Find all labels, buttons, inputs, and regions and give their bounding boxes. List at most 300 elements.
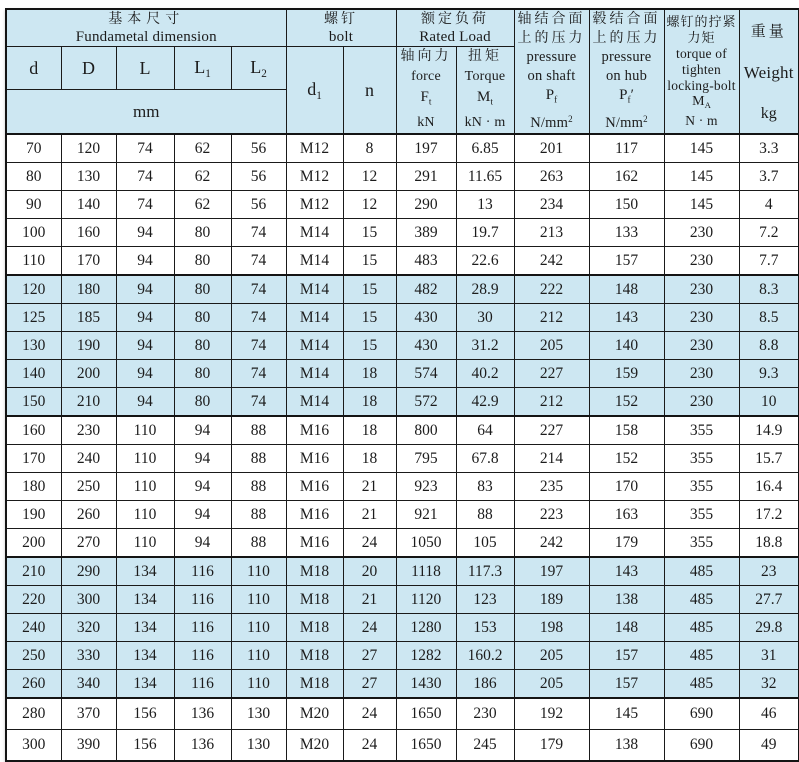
cell-Mt: 230 [456, 698, 514, 730]
cell-weight: 14.9 [739, 416, 799, 445]
pressure-shaft-en1: pressure [526, 49, 577, 65]
cell-L2: 74 [231, 388, 286, 417]
cell-MA: 230 [664, 275, 739, 304]
cell-MA: 485 [664, 642, 739, 670]
cell-L1: 80 [174, 332, 231, 360]
cell-Ft: 1280 [396, 614, 456, 642]
cell-D: 180 [61, 275, 116, 304]
rated-load-en: Rated Load [419, 28, 491, 45]
weight-unit: kg [760, 104, 777, 122]
col-L1: $L_1$ [174, 47, 231, 90]
cell-L: 94 [116, 219, 174, 247]
cell-L1: 80 [174, 219, 231, 247]
cell-d: 200 [6, 529, 61, 558]
cell-Pf-shaft: 227 [514, 360, 589, 388]
cell-Pf-hub: 157 [589, 247, 664, 276]
tighten-torque-symbol: $M_A$ [692, 94, 711, 111]
cell-L2: 110 [231, 642, 286, 670]
cell-L2: 88 [231, 529, 286, 558]
cell-Pf-hub: 133 [589, 219, 664, 247]
header-bolt-group [286, 9, 396, 47]
cell-d: 260 [6, 670, 61, 699]
cell-D: 260 [61, 501, 116, 529]
col-axial-force [396, 47, 456, 135]
cell-MA: 230 [664, 219, 739, 247]
col-D: D [61, 47, 116, 90]
cell-Ft: 430 [396, 332, 456, 360]
cell-L: 94 [116, 388, 174, 417]
cell-D: 190 [61, 332, 116, 360]
table-row [6, 473, 799, 501]
axial-force-zh: 轴向力 [400, 49, 452, 65]
header-pressure-on-shaft [514, 9, 589, 134]
cell-L1: 80 [174, 247, 231, 276]
table-row [6, 730, 799, 762]
cell-L2: 88 [231, 445, 286, 473]
cell-n: 12 [343, 191, 396, 219]
cell-d1: M14 [286, 304, 343, 332]
cell-L1: 62 [174, 134, 231, 163]
header-pressure-on-hub [589, 9, 664, 134]
cell-D: 210 [61, 388, 116, 417]
cell-Ft: 389 [396, 219, 456, 247]
cell-D: 130 [61, 163, 116, 191]
cell-n: 8 [343, 134, 396, 163]
cell-Pf-hub: 143 [589, 557, 664, 586]
cell-d: 180 [6, 473, 61, 501]
cell-Ft: 290 [396, 191, 456, 219]
cell-n: 24 [343, 730, 396, 762]
cell-Pf-hub: 179 [589, 529, 664, 558]
cell-L1: 136 [174, 698, 231, 730]
cell-Pf-hub: 163 [589, 501, 664, 529]
table-row [6, 388, 799, 417]
cell-D: 390 [61, 730, 116, 762]
bolt-group-zh: 螺钉 [324, 11, 358, 27]
cell-L1: 116 [174, 557, 231, 586]
cell-weight: 8.8 [739, 332, 799, 360]
cell-L1: 136 [174, 730, 231, 762]
cell-MA: 485 [664, 670, 739, 699]
cell-d1: M12 [286, 191, 343, 219]
cell-d1: M18 [286, 614, 343, 642]
cell-d1: M14 [286, 388, 343, 417]
cell-Ft: 291 [396, 163, 456, 191]
cell-weight: 32 [739, 670, 799, 699]
cell-L2: 110 [231, 557, 286, 586]
cell-Pf-hub: 152 [589, 388, 664, 417]
cell-L: 134 [116, 642, 174, 670]
cell-L: 94 [116, 332, 174, 360]
cell-Pf-hub: 138 [589, 730, 664, 762]
cell-D: 250 [61, 473, 116, 501]
cell-d: 170 [6, 445, 61, 473]
cell-L: 156 [116, 730, 174, 762]
pressure-shaft-zh2: 上的压力 [517, 31, 586, 46]
header-group-row [6, 9, 799, 47]
table-row [6, 586, 799, 614]
table-row [6, 557, 799, 586]
cell-n: 12 [343, 163, 396, 191]
cell-Pf-hub: 143 [589, 304, 664, 332]
cell-L: 134 [116, 670, 174, 699]
cell-MA: 355 [664, 416, 739, 445]
cell-L1: 80 [174, 388, 231, 417]
cell-d1: M12 [286, 134, 343, 163]
cell-weight: 46 [739, 698, 799, 730]
cell-D: 300 [61, 586, 116, 614]
cell-MA: 230 [664, 247, 739, 276]
cell-MA: 355 [664, 501, 739, 529]
cell-MA: 145 [664, 134, 739, 163]
cell-Mt: 64 [456, 416, 514, 445]
col-d1: $d_1$ [286, 47, 343, 135]
cell-L: 156 [116, 698, 174, 730]
cell-d1: M18 [286, 642, 343, 670]
table-row [6, 332, 799, 360]
cell-L: 110 [116, 529, 174, 558]
cell-d: 80 [6, 163, 61, 191]
cell-n: 21 [343, 501, 396, 529]
table-row [6, 191, 799, 219]
dimension-group-en: Fundametal dimension [75, 28, 217, 45]
cell-Mt: 105 [456, 529, 514, 558]
cell-L2: 74 [231, 219, 286, 247]
cell-L: 94 [116, 275, 174, 304]
col-torque [456, 47, 514, 135]
cell-L1: 94 [174, 473, 231, 501]
cell-MA: 485 [664, 586, 739, 614]
cell-Ft: 1282 [396, 642, 456, 670]
cell-MA: 690 [664, 730, 739, 762]
cell-D: 160 [61, 219, 116, 247]
cell-Pf-shaft: 242 [514, 247, 589, 276]
cell-Ft: 574 [396, 360, 456, 388]
cell-n: 27 [343, 670, 396, 699]
cell-MA: 230 [664, 332, 739, 360]
cell-n: 18 [343, 445, 396, 473]
cell-d: 90 [6, 191, 61, 219]
cell-Pf-shaft: 192 [514, 698, 589, 730]
cell-L2: 74 [231, 332, 286, 360]
cell-d: 220 [6, 586, 61, 614]
cell-D: 140 [61, 191, 116, 219]
table-row [6, 360, 799, 388]
cell-MA: 355 [664, 529, 739, 558]
cell-d: 125 [6, 304, 61, 332]
cell-Mt: 30 [456, 304, 514, 332]
bolt-group-en: bolt [328, 28, 354, 45]
cell-D: 120 [61, 134, 116, 163]
cell-L2: 88 [231, 501, 286, 529]
col-d: d [6, 47, 61, 90]
cell-MA: 355 [664, 473, 739, 501]
cell-Pf-hub: 148 [589, 614, 664, 642]
cell-Mt: 245 [456, 730, 514, 762]
cell-Mt: 153 [456, 614, 514, 642]
dimension-group-zh: 基本尺寸 [108, 11, 185, 27]
table-row [6, 416, 799, 445]
pressure-hub-zh2: 上的压力 [592, 31, 661, 46]
cell-D: 290 [61, 557, 116, 586]
cell-L1: 94 [174, 501, 231, 529]
cell-D: 270 [61, 529, 116, 558]
cell-L2: 110 [231, 670, 286, 699]
cell-L: 74 [116, 191, 174, 219]
cell-Pf-shaft: 198 [514, 614, 589, 642]
cell-n: 15 [343, 219, 396, 247]
table-row [6, 642, 799, 670]
cell-d: 120 [6, 275, 61, 304]
table-body [6, 134, 799, 761]
weight-en: Weight [743, 63, 794, 83]
cell-L2: 130 [231, 698, 286, 730]
cell-L1: 116 [174, 614, 231, 642]
pressure-hub-en2: on hub [605, 68, 648, 84]
cell-weight: 3.3 [739, 134, 799, 163]
cell-Ft: 923 [396, 473, 456, 501]
torque-en: Torque [464, 69, 506, 85]
cell-d: 300 [6, 730, 61, 762]
table-row [6, 670, 799, 699]
pressure-hub-unit: $N/mm^2$ [605, 114, 648, 132]
cell-Pf-hub: 157 [589, 642, 664, 670]
cell-Ft: 1650 [396, 698, 456, 730]
cell-L: 134 [116, 557, 174, 586]
cell-n: 15 [343, 275, 396, 304]
cell-Pf-shaft: 179 [514, 730, 589, 762]
cell-Ft: 430 [396, 304, 456, 332]
cell-MA: 485 [664, 614, 739, 642]
cell-L2: 130 [231, 730, 286, 762]
tighten-torque-zh1: 螺钉的拧紧 [666, 14, 737, 30]
cell-L: 110 [116, 501, 174, 529]
cell-MA: 690 [664, 698, 739, 730]
cell-L2: 88 [231, 473, 286, 501]
cell-weight: 27.7 [739, 586, 799, 614]
cell-weight: 18.8 [739, 529, 799, 558]
cell-n: 20 [343, 557, 396, 586]
cell-L: 94 [116, 304, 174, 332]
cell-n: 18 [343, 416, 396, 445]
cell-Pf-hub: 157 [589, 670, 664, 699]
cell-Ft: 483 [396, 247, 456, 276]
cell-Ft: 1050 [396, 529, 456, 558]
cell-weight: 17.2 [739, 501, 799, 529]
cell-Pf-hub: 117 [589, 134, 664, 163]
cell-d1: M16 [286, 416, 343, 445]
cell-Ft: 1120 [396, 586, 456, 614]
cell-L1: 80 [174, 304, 231, 332]
cell-L1: 62 [174, 163, 231, 191]
cell-d1: M18 [286, 670, 343, 699]
header-weight [739, 9, 799, 134]
cell-d: 70 [6, 134, 61, 163]
cell-Mt: 42.9 [456, 388, 514, 417]
cell-Mt: 40.2 [456, 360, 514, 388]
table-row [6, 614, 799, 642]
cell-L2: 74 [231, 360, 286, 388]
table-row [6, 445, 799, 473]
cell-d1: M20 [286, 730, 343, 762]
torque-zh: 扭矩 [468, 49, 502, 65]
cell-Mt: 88 [456, 501, 514, 529]
cell-weight: 15.7 [739, 445, 799, 473]
cell-L2: 74 [231, 304, 286, 332]
cell-d: 160 [6, 416, 61, 445]
cell-weight: 16.4 [739, 473, 799, 501]
tighten-torque-en2: tighten [682, 62, 721, 78]
cell-Pf-hub: 148 [589, 275, 664, 304]
cell-d1: M14 [286, 332, 343, 360]
torque-symbol: $M_t$ [477, 89, 493, 108]
cell-L2: 56 [231, 163, 286, 191]
pressure-shaft-unit: $N/mm^2$ [530, 114, 573, 132]
cell-L: 110 [116, 473, 174, 501]
cell-n: 15 [343, 332, 396, 360]
cell-Pf-hub: 158 [589, 416, 664, 445]
cell-MA: 230 [664, 360, 739, 388]
col-n: n [343, 47, 396, 135]
cell-Pf-hub: 140 [589, 332, 664, 360]
axial-force-symbol: $F_t$ [420, 89, 432, 108]
spec-table [5, 8, 799, 762]
cell-Mt: 22.6 [456, 247, 514, 276]
table-row [6, 275, 799, 304]
cell-L1: 62 [174, 191, 231, 219]
cell-Pf-shaft: 205 [514, 642, 589, 670]
cell-weight: 4 [739, 191, 799, 219]
cell-D: 330 [61, 642, 116, 670]
table-row [6, 134, 799, 163]
cell-Pf-shaft: 227 [514, 416, 589, 445]
cell-MA: 145 [664, 191, 739, 219]
cell-Mt: 117.3 [456, 557, 514, 586]
cell-Mt: 6.85 [456, 134, 514, 163]
cell-Pf-shaft: 212 [514, 388, 589, 417]
cell-MA: 230 [664, 304, 739, 332]
cell-Pf-hub: 150 [589, 191, 664, 219]
cell-n: 27 [343, 642, 396, 670]
cell-d: 130 [6, 332, 61, 360]
pressure-shaft-symbol: $P_f$ [545, 87, 558, 106]
cell-weight: 49 [739, 730, 799, 762]
cell-L1: 116 [174, 642, 231, 670]
cell-D: 240 [61, 445, 116, 473]
header-dimension-group [6, 9, 286, 47]
cell-weight: 7.7 [739, 247, 799, 276]
pressure-hub-zh1: 毂结合面 [592, 12, 661, 27]
cell-Pf-shaft: 197 [514, 557, 589, 586]
cell-Mt: 186 [456, 670, 514, 699]
tighten-torque-zh2: 力矩 [687, 30, 716, 46]
cell-Pf-shaft: 234 [514, 191, 589, 219]
cell-Pf-shaft: 222 [514, 275, 589, 304]
cell-d: 240 [6, 614, 61, 642]
pressure-shaft-zh1: 轴结合面 [517, 12, 586, 27]
table-row [6, 163, 799, 191]
cell-d: 150 [6, 388, 61, 417]
table-row [6, 247, 799, 276]
cell-D: 230 [61, 416, 116, 445]
cell-Mt: 67.8 [456, 445, 514, 473]
cell-Mt: 19.7 [456, 219, 514, 247]
cell-d: 210 [6, 557, 61, 586]
cell-L1: 94 [174, 529, 231, 558]
cell-Pf-shaft: 214 [514, 445, 589, 473]
cell-D: 370 [61, 698, 116, 730]
cell-d1: M12 [286, 163, 343, 191]
cell-L: 110 [116, 445, 174, 473]
cell-weight: 23 [739, 557, 799, 586]
cell-weight: 10 [739, 388, 799, 417]
axial-force-unit: kN [417, 114, 435, 130]
cell-Mt: 11.65 [456, 163, 514, 191]
tighten-torque-en3: locking-bolt [667, 78, 736, 94]
cell-weight: 8.3 [739, 275, 799, 304]
cell-L: 74 [116, 163, 174, 191]
cell-Pf-shaft: 242 [514, 529, 589, 558]
cell-L2: 56 [231, 134, 286, 163]
cell-D: 170 [61, 247, 116, 276]
cell-n: 18 [343, 388, 396, 417]
cell-weight: 9.3 [739, 360, 799, 388]
cell-d: 280 [6, 698, 61, 730]
cell-n: 21 [343, 586, 396, 614]
tighten-torque-en1: torque of [676, 46, 727, 62]
cell-n: 24 [343, 698, 396, 730]
cell-d1: M20 [286, 698, 343, 730]
cell-n: 24 [343, 614, 396, 642]
cell-L: 134 [116, 586, 174, 614]
cell-L: 94 [116, 247, 174, 276]
cell-d1: M18 [286, 557, 343, 586]
cell-weight: 29.8 [739, 614, 799, 642]
cell-Pf-hub: 145 [589, 698, 664, 730]
cell-Pf-shaft: 205 [514, 670, 589, 699]
tighten-torque-unit: N · m [685, 113, 718, 129]
axial-force-en: force [411, 69, 441, 85]
cell-Ft: 1430 [396, 670, 456, 699]
col-L2: $L_2$ [231, 47, 286, 90]
cell-n: 21 [343, 473, 396, 501]
cell-Mt: 123 [456, 586, 514, 614]
cell-L2: 74 [231, 247, 286, 276]
cell-MA: 230 [664, 388, 739, 417]
cell-L1: 94 [174, 445, 231, 473]
cell-Pf-shaft: 212 [514, 304, 589, 332]
pressure-shaft-en2: on shaft [527, 68, 576, 84]
cell-Pf-hub: 138 [589, 586, 664, 614]
cell-L: 110 [116, 416, 174, 445]
cell-d1: M16 [286, 473, 343, 501]
cell-Pf-shaft: 263 [514, 163, 589, 191]
cell-weight: 3.7 [739, 163, 799, 191]
mm-unit-cell: mm [6, 90, 286, 135]
cell-Ft: 572 [396, 388, 456, 417]
cell-d1: M16 [286, 445, 343, 473]
cell-MA: 355 [664, 445, 739, 473]
cell-Ft: 197 [396, 134, 456, 163]
cell-L2: 56 [231, 191, 286, 219]
cell-Pf-shaft: 235 [514, 473, 589, 501]
cell-d: 250 [6, 642, 61, 670]
torque-unit: kN · m [464, 114, 506, 130]
col-L: L [116, 47, 174, 90]
cell-n: 15 [343, 247, 396, 276]
cell-Ft: 482 [396, 275, 456, 304]
cell-L: 74 [116, 134, 174, 163]
